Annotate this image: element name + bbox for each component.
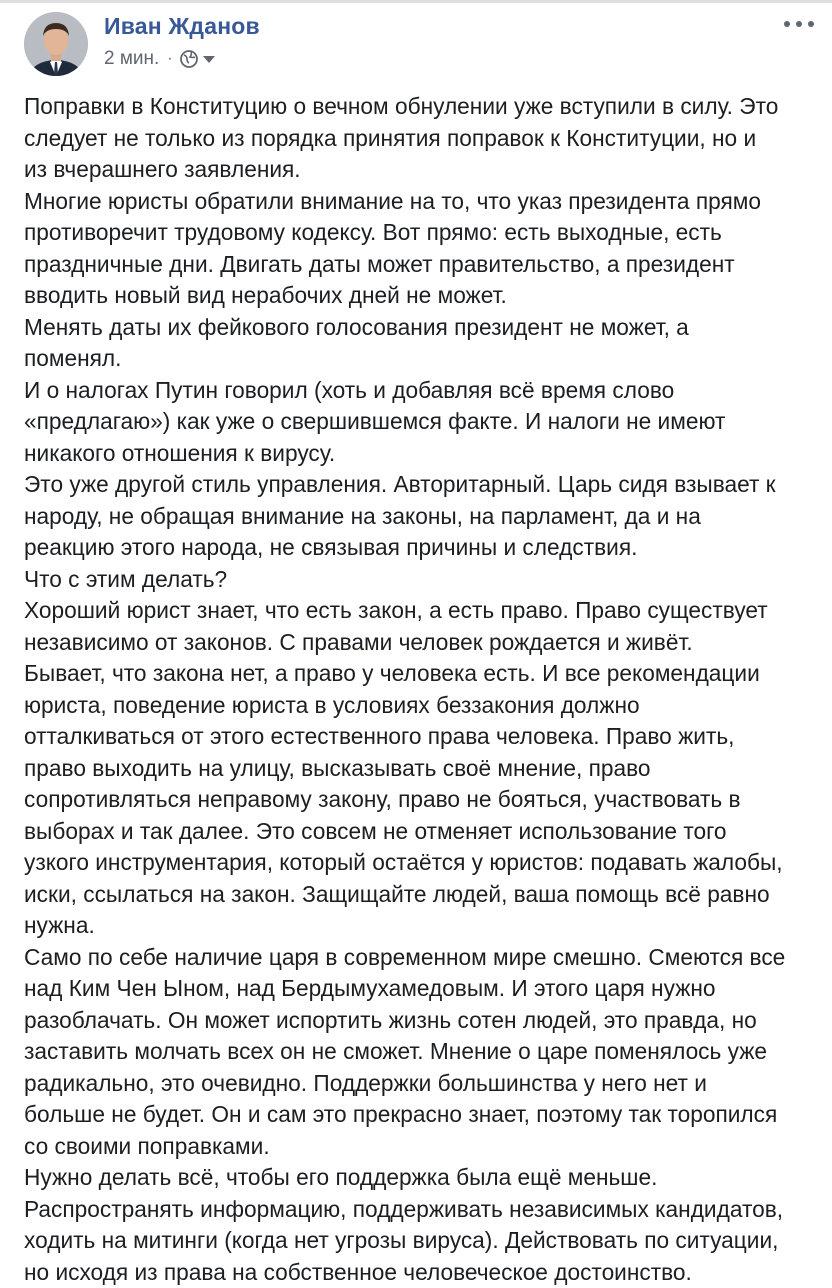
- post-text-line: противоречит трудовому кодексу. Вот прямо: есть выходные, есть: [24, 217, 814, 249]
- post-text-line: праздничные дни. Двигать даты может правительство, а президент: [24, 249, 814, 281]
- post-text-line: Хороший юрист знает, что есть закон, а есть право. Право существует: [24, 595, 814, 627]
- post-text-line: узкого инструментария, который остаётся у юристов: подавать жалобы,: [24, 847, 814, 879]
- post-text-line: Само по себе наличие царя в современном мире смешно. Смеются все: [24, 942, 814, 974]
- post-text-line: Это уже другой стиль управления. Авторитарный. Царь сидя взывает к: [24, 469, 814, 501]
- post-text-line: реакцию этого народа, не связывая причины и следствия.: [24, 532, 814, 564]
- post-meta: [104, 48, 215, 70]
- post-text-line: заставить молчать всех он не сможет. Мнение о царе поменялось уже: [24, 1036, 814, 1068]
- post-text-line: иски, ссылаться на закон. Защищайте людей, ваша помощь всё равно: [24, 879, 814, 911]
- post-text-line: Многие юристы обратили внимание на то, что указ президента прямо: [24, 186, 814, 218]
- post-text-line: юриста, поведение юриста в условиях беззакония должно: [24, 690, 814, 722]
- post-text-line: следует не только из порядка принятия поправок к Конституции, но и: [24, 123, 814, 155]
- post-text-line: Нужно делать всё, чтобы его поддержка была ещё меньше.: [24, 1162, 814, 1194]
- post-text-line: больше не будет. Он и сам это прекрасно знает, поэтому так торопился: [24, 1099, 814, 1131]
- post-text-line: Менять даты их фейкового голосования президент не может, а: [24, 312, 814, 344]
- more-dot: [808, 21, 814, 27]
- meta-separator: ·: [167, 50, 172, 68]
- post-text-line: радикально, это очевидно. Поддержки большинства у него нет и: [24, 1068, 814, 1100]
- post-text-line: разоблачать. Он может испортить жизнь сотен людей, это правда, но: [24, 1005, 814, 1037]
- post-text-line: Распространять информацию, поддерживать независимых кандидатов,: [24, 1194, 814, 1226]
- author-name[interactable]: Иван Жданов: [104, 13, 260, 40]
- avatar[interactable]: [24, 12, 88, 76]
- post-text-line: нужна.: [24, 910, 814, 942]
- post-text-line: ходить на митинги (когда нет угрозы вируса). Действовать по ситуации,: [24, 1225, 814, 1257]
- post-text-line: Что с этим делать?: [24, 564, 814, 596]
- post-text-line: народу, не обращая внимание на законы, на парламент, да и на: [24, 501, 814, 533]
- post-text-line: но исходя из права на собственное человеческое достоинство.: [24, 1257, 814, 1288]
- post-text-line: вводить новый вид нерабочих дней не может.: [24, 280, 814, 312]
- avatar-portrait-icon: [24, 12, 88, 76]
- post-text-line: Поправки в Конституцию о вечном обнулении уже вступили в силу. Это: [24, 91, 814, 123]
- more-dot: [796, 21, 802, 27]
- globe-icon[interactable]: [179, 49, 199, 69]
- more-dot: [784, 21, 790, 27]
- post-text-line: никакого отношения к вирусу.: [24, 438, 814, 470]
- post-text-line: «предлагаю») как уже о свершившемся факте. И налоги не имеют: [24, 406, 814, 438]
- post-text: [24, 91, 814, 1288]
- post-text-line: независимо от законов. С правами человек рождается и живёт.: [24, 627, 814, 659]
- post-text-line: поменял.: [24, 343, 814, 375]
- post-text-line: из вчерашнего заявления.: [24, 154, 814, 186]
- post-timestamp[interactable]: 2 мин.: [104, 48, 159, 70]
- privacy-dropdown-caret-icon[interactable]: [203, 56, 215, 63]
- more-options-icon[interactable]: [784, 11, 814, 37]
- post-text-line: сопротивляться неправому закону, право не бояться, участвовать в: [24, 784, 814, 816]
- post-text-line: право выходить на улицу, высказывать своё мнение, право: [24, 753, 814, 785]
- post-header: [0, 3, 832, 83]
- post-text-line: над Ким Чен Ыном, над Бердымухамедовым. И этого царя нужно: [24, 973, 814, 1005]
- post-text-line: И о налогах Путин говорил (хоть и добавляя всё время слово: [24, 375, 814, 407]
- post-text-line: Бывает, что закона нет, а право у человека есть. И все рекомендации: [24, 658, 814, 690]
- post-text-line: выборах и так далее. Это совсем не отменяет использование того: [24, 816, 814, 848]
- post-text-line: со своими поправками.: [24, 1131, 814, 1163]
- post-text-line: отталкиваться от этого естественного права человека. Право жить,: [24, 721, 814, 753]
